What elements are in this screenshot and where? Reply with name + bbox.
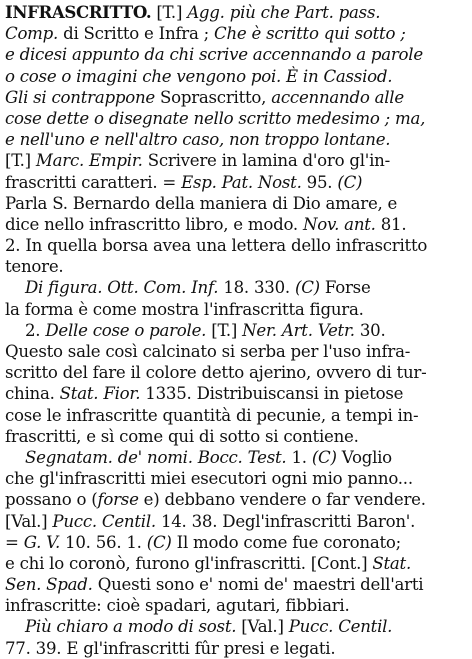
- entry-line: [5, 87, 468, 108]
- roman-text: scritto del fare il colore detto ajerino, ovvero di tur-: [5, 363, 427, 383]
- roman-text: di Scritto e Infra ;: [58, 24, 215, 44]
- entry-line: [5, 23, 468, 44]
- roman-text: infrascritte: cioè spadari, agutari, fibbiari.: [5, 596, 350, 616]
- entry-line: [5, 405, 468, 426]
- roman-text: possano o (: [5, 490, 98, 510]
- roman-text: 2. In quella borsa avea una lettera dello infrascritto: [5, 236, 428, 256]
- entry-line: [5, 108, 468, 129]
- italic-text: cose dette o disegnate nello scritto medesimo ; ma,: [5, 108, 426, 128]
- italic-text: Ner. Art. Vetr.: [242, 320, 355, 340]
- entry-line: [5, 511, 468, 532]
- roman-text: Scrivere in lamina d'oro gl'in-: [142, 151, 390, 171]
- roman-text: e) debbano vendere o far vendere.: [138, 490, 426, 510]
- roman-text: 95.: [301, 172, 338, 192]
- italic-text: o cose o imagini che vengono poi. È in Cassiod.: [5, 66, 393, 86]
- entry-line: [5, 320, 468, 341]
- entry-line: [5, 341, 468, 362]
- italic-text: Stat. Fior.: [59, 384, 141, 404]
- entry-line: [5, 193, 468, 214]
- roman-text: 2.: [25, 320, 46, 340]
- italic-text: Pucc. Centil.: [52, 511, 156, 531]
- roman-text: 77. 39. E gl'infrascritti fûr presi e legati.: [5, 638, 336, 658]
- roman-text: 30.: [354, 320, 386, 340]
- italic-text: e nell'uno e nell'altro caso, non troppo lontane.: [5, 130, 391, 150]
- entry-line: [5, 574, 468, 595]
- italic-text: (C): [337, 172, 363, 192]
- roman-text: Questi sono e' nomi de' maestri dell'arti: [92, 575, 424, 595]
- italic-text: Più chiaro a modo di sost.: [25, 617, 237, 637]
- entry-line: [5, 277, 468, 298]
- roman-text: Parla S. Bernardo della maniera di Dio amare, e: [5, 193, 398, 213]
- roman-text: [T.]: [151, 3, 188, 22]
- roman-text: la forma è come mostra l'infrascritta figura.: [5, 299, 364, 319]
- roman-text: Forse: [319, 278, 371, 298]
- roman-text: dice nello infrascritto libro, e modo.: [5, 214, 303, 234]
- entry-line: [5, 532, 468, 553]
- italic-text: G. V.: [23, 532, 61, 552]
- italic-text: Di figura. Ott. Com. Inf.: [25, 278, 219, 298]
- roman-text: 1335. Distribuiscansi in pietose: [140, 384, 404, 404]
- entry-line: [5, 489, 468, 510]
- entry-line: [5, 595, 468, 616]
- roman-text: che gl'infrascritti miei esecutori ogni mio panno...: [5, 469, 413, 489]
- entry-line: [5, 66, 468, 87]
- roman-text: tenore.: [5, 257, 64, 277]
- roman-text: 10. 56. 1.: [60, 532, 147, 552]
- italic-text: Delle cose o parole.: [45, 320, 207, 340]
- roman-text: Il modo come fue coronato;: [171, 532, 401, 552]
- entry-line: [5, 150, 468, 171]
- entry-line: [5, 129, 468, 150]
- roman-text: Soprascritto,: [154, 87, 272, 107]
- italic-text: Che è scritto qui sotto ;: [214, 24, 406, 44]
- entry-line: [5, 616, 468, 637]
- roman-text: 1.: [286, 447, 312, 467]
- italic-text: (C): [146, 532, 172, 552]
- italic-text: Sen. Spad.: [5, 575, 93, 595]
- entry-line: [5, 426, 468, 447]
- italic-text: Comp.: [5, 24, 59, 44]
- dictionary-entry: [5, 2, 468, 659]
- entry-line: [5, 2, 468, 23]
- italic-text: Stat.: [372, 553, 411, 573]
- roman-text: =: [5, 532, 24, 552]
- italic-text: (C): [294, 278, 320, 298]
- italic-text: e dicesi appunto da chi scrive accennando a parole: [5, 45, 423, 65]
- roman-text: [T.]: [206, 320, 243, 340]
- italic-text: accennando alle: [271, 87, 404, 107]
- italic-text: Pucc. Centil.: [288, 617, 393, 637]
- headword: INFRASCRITTO.: [5, 2, 152, 22]
- roman-text: frascritti, e sì come qui di sotto si contiene.: [5, 426, 359, 446]
- roman-text: 81.: [375, 214, 407, 234]
- entry-line: [5, 44, 468, 65]
- roman-text: Voglio: [336, 447, 392, 467]
- entry-line: [5, 256, 468, 277]
- entry-line: [5, 553, 468, 574]
- roman-text: e chi lo coronò, furono gl'infrascritti. [Cont.]: [5, 553, 373, 573]
- roman-text: 18. 330.: [218, 278, 295, 298]
- roman-text: china.: [5, 384, 60, 404]
- entry-line: [5, 447, 468, 468]
- entry-line: [5, 638, 468, 659]
- roman-text: 14. 38. Degl'infrascritti Baron'.: [155, 511, 416, 531]
- roman-text: Questo sale così calcinato si serba per l'uso infra-: [5, 342, 411, 361]
- roman-text: frascritti caratteri. =: [5, 172, 182, 192]
- entry-line: [5, 172, 468, 193]
- roman-text: [Val.]: [236, 617, 289, 637]
- entry-line: [5, 362, 468, 383]
- roman-text: cose le infrascritte quantità di pecunie, a tempi in-: [5, 405, 419, 425]
- italic-text: Segnatam. de' nomi. Bocc. Test.: [25, 447, 287, 467]
- entry-line: [5, 383, 468, 404]
- roman-text: [Val.]: [5, 511, 53, 531]
- italic-text: Gli si contrappone: [5, 87, 155, 107]
- italic-text: Marc. Empir.: [35, 151, 143, 171]
- entry-line: [5, 299, 468, 320]
- italic-text: Esp. Pat. Nost.: [181, 172, 302, 192]
- italic-text: forse: [97, 490, 139, 510]
- roman-text: [T.]: [5, 151, 36, 171]
- entry-line: [5, 235, 468, 256]
- entry-line: [5, 468, 468, 489]
- entry-line: [5, 214, 468, 235]
- italic-text: Agg. più che Part. pass.: [187, 3, 381, 22]
- italic-text: (C): [311, 447, 337, 467]
- italic-text: Nov. ant.: [302, 214, 376, 234]
